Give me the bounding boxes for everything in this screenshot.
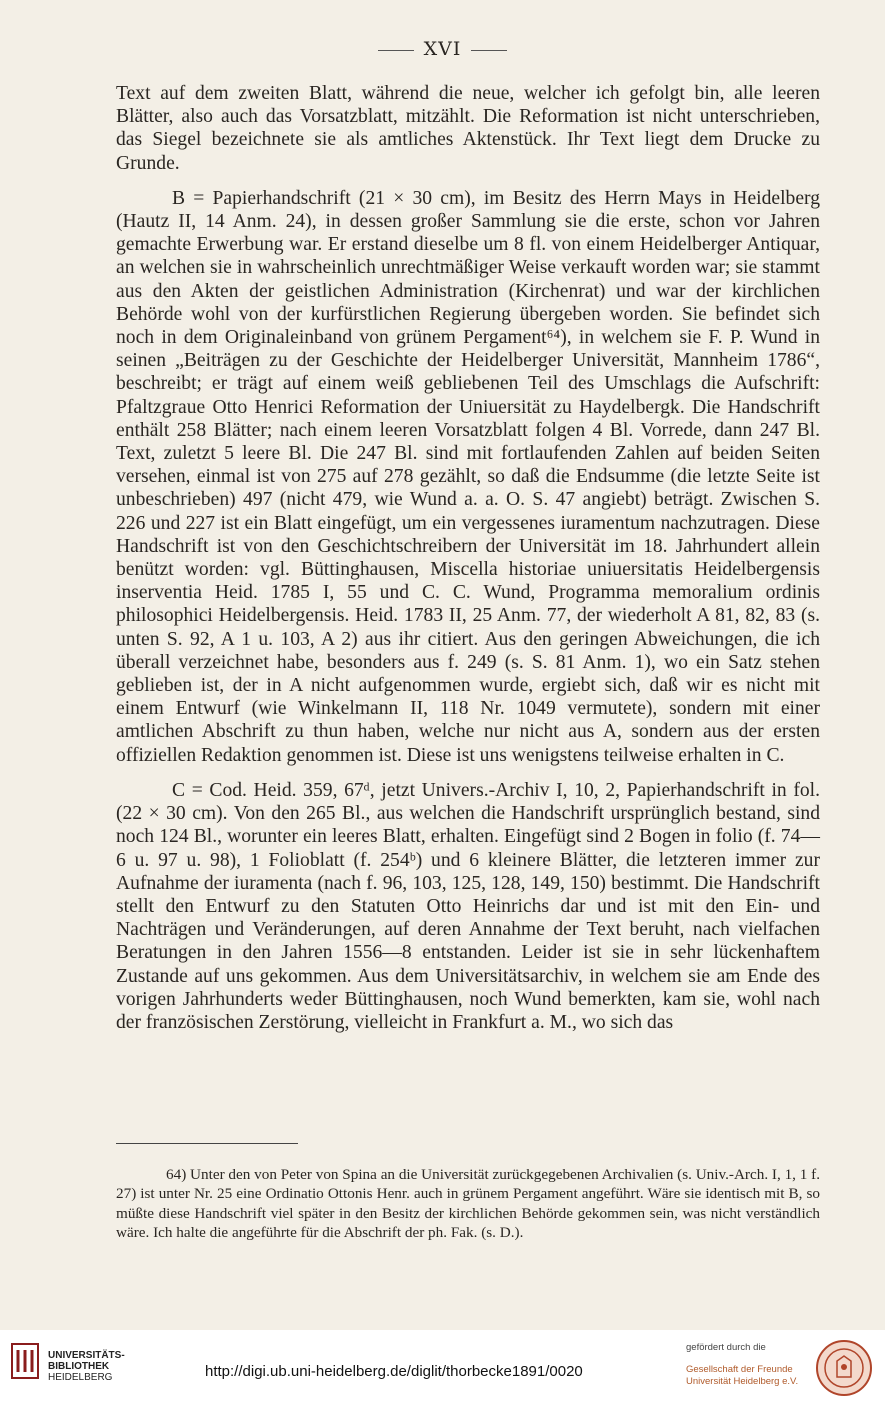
library-name-line2: BIBLIOTHEK <box>48 1361 110 1372</box>
footer-bar <box>0 1330 885 1404</box>
page-header <box>0 38 885 60</box>
header-dash-left <box>378 50 414 51</box>
sponsor-line1: Gesellschaft der Freunde <box>686 1364 793 1375</box>
header-dash-right <box>471 50 507 51</box>
body-text <box>116 82 820 1046</box>
permalink-url[interactable]: http://digi.ub.uni-heidelberg.de/diglit/thorbecke1891/0020 <box>205 1363 583 1380</box>
library-name-line3: HEIDELBERG <box>48 1372 113 1383</box>
paragraph-continuation: Text auf dem zweiten Blatt, während die neue, welcher ich gefolgt bin, alle leeren Blätter, also auch das Vorsatzblatt, mitzählt. Die Reformation ist nicht unterschrieben, das Siegel bezeichnete sie als amtliches Aktenstück. Ihr Text liegt dem Drucke zu Grunde. <box>116 83 820 174</box>
page-number: XVI <box>423 38 462 60</box>
library-name-line1: UNIVERSITÄTS- <box>48 1350 125 1361</box>
sponsor-line2: Universität Heidelberg e.V. <box>686 1376 799 1387</box>
university-seal-icon <box>815 1339 873 1397</box>
library-name <box>48 1350 125 1383</box>
footnote-64: 64) Unter den von Peter von Spina an die Universität zurückgegebenen Archivalien (s. Univ.-Arch. I, 1, 1 f. 27) ist unter Nr. 25 eine Ordinatio Ottonis Henr. auch in grünem Pergament angeführt. Wäre sie identisch mit B, so müßte diese Handschrift viel später in den Besitz der kirchlichen Behörde gekommen sein, was nicht verständlich wäre. Ich halte die angeführte für die Abschrift der ph. Fak. (s. D.). <box>116 1166 820 1242</box>
library-logo-icon <box>10 1340 40 1384</box>
paragraph-manuscript-b: B = Papierhandschrift (21 × 30 cm), im Besitz des Herrn Mays in Heidelberg (Hautz II, 14 Anm. 24), in dessen großer Sammlung sie die erste, schon vor Jahren gemachte Erwerbung war. Er erstand dieselbe um 8 fl. von einem Heidelberger Antiquar, an welchen sie in wahrscheinlich unrechtmäßiger Weise verkauft worden war; sie stammt aus den Akten der geistlichen Administration (Kirchenrat) und war der kirchlichen Behörde wohl von der kurfürstlichen Regierung übergeben worden. Sie befindet sich noch in dem Originaleinband von grünem Pergament⁶⁴), in welchem sie F. P. Wund in seinen „Beiträgen zu der Geschichte der Heidelberger Universität, Mannheim 1786“, beschreibt; er trägt auf einem weiß gebliebenen Teil des Umschlags die Aufschrift: Pfaltzgraue Otto Henrici Reformation der Uniuersität zu Haydelbergk. Die Handschrift enthält 258 Blätter; nach einem leeren Vorsatzblatt folgen 4 Bl. Vorrede, dann 247 Bl. Text, zuletzt 5 leere Bl. Die 247 Bl. sind mit fortlaufenden Zahlen auf beiden Seiten versehen, einmal ist von 275 auf 278 gezählt, so daß die Endsumme (die letzte Seite ist unbeschrieben) 497 (nicht 479, wie Wund a. a. O. S. 47 angiebt) beträgt. Zwischen S. 226 und 227 ist ein Blatt eingefügt, um ein vergessenes iuramentum nachzutragen. Diese Handschrift ist von den Geschichtschreibern der Universität im 18. Jahrhundert allein benützt worden: vgl. Büttinghausen, Miscella historiae uniuersitatis Heidelbergensis inserventia Heid. 1785 I, 55 und C. C. Wund, Programma memoralium ordinis philosophici Heidelbergensis. Heid. 1783 II, 25 Anm. 77, der wiederholt A 81, 82, 83 (s. unten S. 92, A 1 u. 103, A 2) aus ihr citiert. Aus den geringen Abweichungen, die ich überall verzeichnet habe, besonders aus f. 249 (s. S. 81 Anm. 1), wo ein Satz stehen geblieben ist, der in A nicht aufgenommen wurde, ergiebt sich, daß wir es nicht mit einem Entwurf (wie Winkelmann II, 118 Nr. 1049 vermutete), sondern mit einer amtlichen Abschrift zu thun haben, welche nur nicht aus A, sondern aus der ersten offiziellen Redaktion genommen ist. Diese ist uns wenigstens teilweise erhalten in C. <box>116 187 820 766</box>
footnote-rule <box>116 1143 298 1144</box>
sponsor-text <box>686 1342 806 1388</box>
sponsor-lead: gefördert durch die <box>686 1342 766 1353</box>
paragraph-manuscript-c: C = Cod. Heid. 359, 67ᵈ, jetzt Univers.-Archiv I, 10, 2, Papierhandschrift in fol. (22 × 30 cm). Von den 265 Bl., aus welchen die Handschrift ursprünglich bestand, sind noch 124 Bl., worunter ein leeres Blatt, erhalten. Eingefügt sind 2 Bogen in folio (f. 74—6 u. 97 u. 98), 1 Folioblatt (f. 254ᵇ) und 6 kleinere Blätter, die letzteren immer zur Aufnahme der iuramenta (nach f. 96, 103, 125, 128, 149, 150) bestimmt. Die Handschrift stellt den Entwurf zu den Statuten Otto Heinrichs dar und ist mit den Ein- und Nachträgen und Veränderungen, auf deren Annahme der Text beruht, nach vielfachen Beratungen in den Jahren 1556—8 entstanden. Leider ist sie in sehr lückenhaftem Zustande auf uns gekommen. Aus dem Universitätsarchiv, in welchem sie am Ende des vorigen Jahrhunderts weder Büttinghausen, noch Wund bemerkten, kam sie, wohl nach der französischen Zerstörung, vielleicht in Frankfurt a. M., wo sich das <box>116 779 820 1033</box>
